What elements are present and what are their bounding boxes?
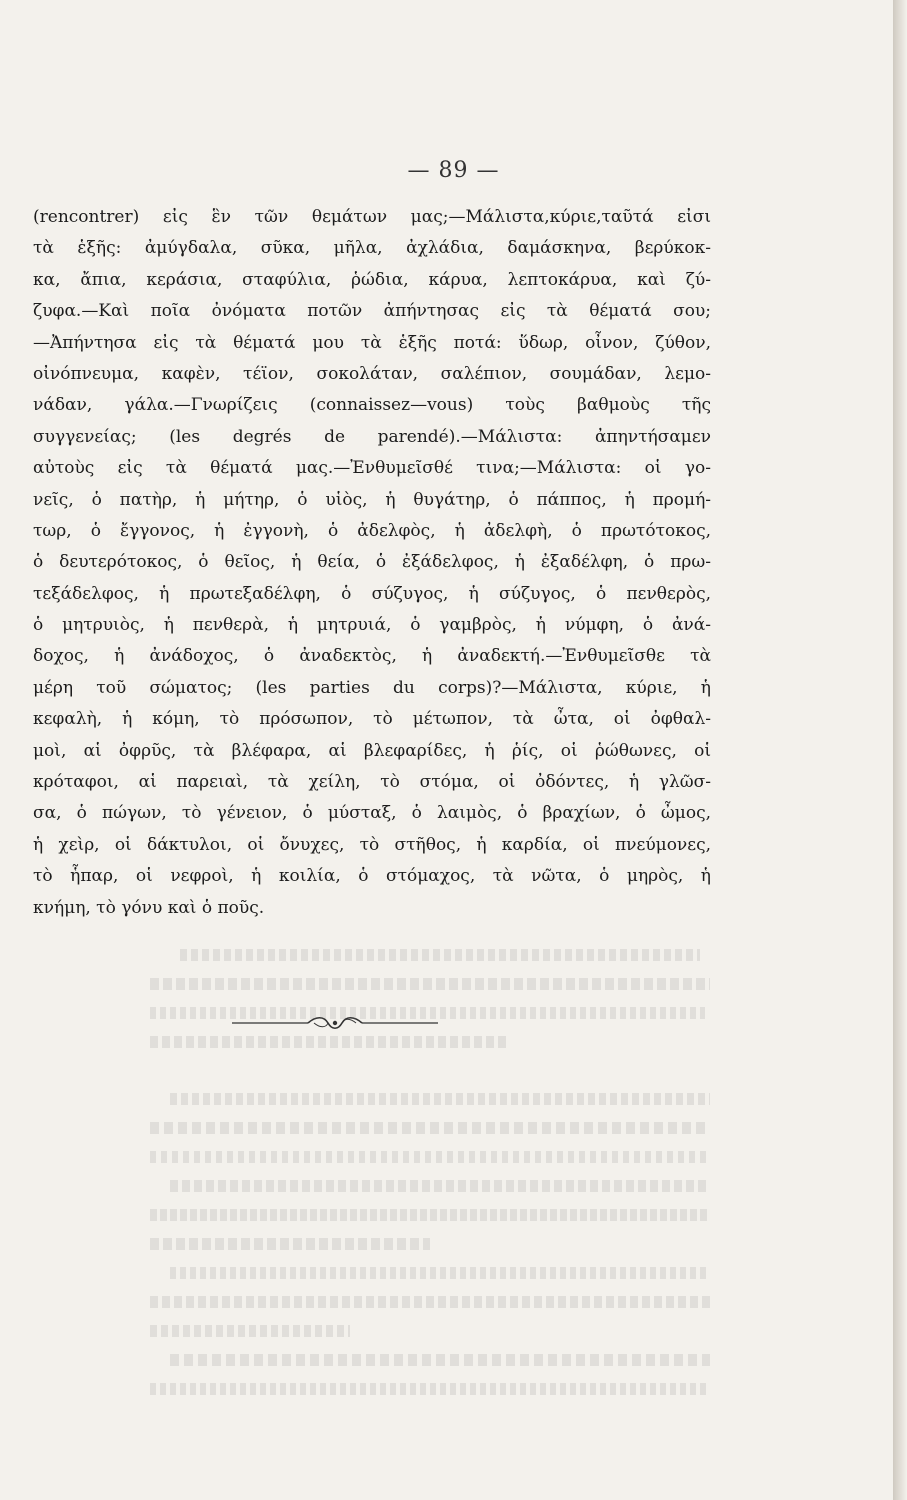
page-number: — 89 — bbox=[407, 158, 500, 183]
text-line: —Ἀπήντησα εἰς τὰ θέματά μου τὰ ἑξῆς ποτά: ὕδωρ, οἶνον, ζύθον, bbox=[33, 332, 711, 353]
body-text bbox=[33, 202, 711, 924]
text-line: συγγενείας; (les degrés de parendé).—Μάλιστα: ἀπηντήσαμεν bbox=[33, 426, 711, 447]
text-line: κεφαλὴ, ἡ κόμη, τὸ πρόσωπον, τὸ μέτωπον, τὰ ὦτα, οἱ ὀφθαλ- bbox=[33, 709, 711, 730]
text-line: τεξάδελφος, ἡ πρωτεξαδέλφη, ὁ σύζυγος, ἡ σύζυγος, ὁ πενθερὸς, bbox=[33, 583, 711, 604]
text-line: δοχος, ἡ ἀνάδοχος, ὁ ἀναδεκτὸς, ἡ ἀναδεκτή.—Ἐνθυμεῖσθε τὰ bbox=[33, 646, 711, 667]
text-line: τὰ ἑξῆς: ἀμύγδαλα, σῦκα, μῆλα, ἀχλάδια, δαμάσκηνα, βερύκοκ- bbox=[33, 238, 711, 259]
text-line: (rencontrer) εἰς ἓν τῶν θεμάτων μας;—Μάλιστα,κύριε,ταῦτά εἰσι bbox=[33, 207, 711, 227]
show-through-texture bbox=[150, 940, 710, 1395]
text-line: τὸ ἧπαρ, οἱ νεφροὶ, ἡ κοιλία, ὁ στόμαχος, τὰ νῶτα, ὁ μηρὸς, ἡ bbox=[33, 866, 711, 887]
page-edge-shadow bbox=[893, 0, 907, 1500]
text-line: ἡ χεὶρ, οἱ δάκτυλοι, οἱ ὄνυχες, τὸ στῆθος, ἡ καρδία, οἱ πνεύμονες, bbox=[33, 834, 711, 855]
text-line: ὁ δευτερότοκος, ὁ θεῖος, ἡ θεία, ὁ ἐξάδελφος, ἡ ἐξαδέλφη, ὁ πρω- bbox=[33, 552, 711, 573]
text-line: οἰνόπνευμα, καφὲν, τέϊον, σοκολάταν, σαλέπιον, σουμάδαν, λεμο- bbox=[33, 363, 711, 384]
text-line: νάδαν, γάλα.—Γνωρίζεις (connaissez—vous) τοὺς βαθμοὺς τῆς bbox=[33, 395, 711, 416]
text-line: κα, ἄπια, κεράσια, σταφύλια, ῥώδια, κάρυα, λεπτοκάρυα, καὶ ζύ- bbox=[33, 269, 711, 290]
text-line: μέρη τοῦ σώματος; (les parties du corps)?—Μάλιστα, κύριε, ἡ bbox=[33, 677, 711, 698]
text-line: ζυφα.—Καὶ ποῖα ὀνόματα ποτῶν ἀπήντησας εἰς τὰ θέματά σου; bbox=[33, 301, 711, 322]
text-line: νεῖς, ὁ πατὴρ, ἡ μήτηρ, ὁ υἱὸς, ἡ θυγάτηρ, ὁ πάππος, ἡ προμή- bbox=[33, 489, 711, 510]
text-line: ὁ μητρυιὸς, ἡ πενθερὰ, ἡ μητρυιά, ὁ γαμβρὸς, ἡ νύμφη, ὁ ἀνά- bbox=[33, 615, 711, 636]
text-line: κρόταφοι, αἱ παρειαὶ, τὰ χείλη, τὸ στόμα, οἱ ὀδόντες, ἡ γλῶσ- bbox=[33, 772, 711, 793]
text-line: αὐτοὺς εἰς τὰ θέματά μας.—Ἐνθυμεῖσθέ τινα;—Μάλιστα: οἱ γο- bbox=[33, 458, 711, 479]
text-line: μοὶ, αἱ ὀφρῦς, τὰ βλέφαρα, αἱ βλεφαρίδες, ἡ ῥίς, οἱ ῥώθωνες, οἱ bbox=[33, 740, 711, 761]
text-line: σα, ὁ πώγων, τὸ γένειον, ὁ μύσταξ, ὁ λαιμὸς, ὁ βραχίων, ὁ ὦμος, bbox=[33, 803, 711, 824]
text-line: τωρ, ὁ ἔγγονος, ἡ ἐγγονὴ, ὁ ἀδελφὸς, ἡ ἀδελφὴ, ὁ πρωτότοκος, bbox=[33, 520, 711, 541]
text-line: κνήμη, τὸ γόνυ καὶ ὁ ποῦς. bbox=[33, 897, 265, 918]
